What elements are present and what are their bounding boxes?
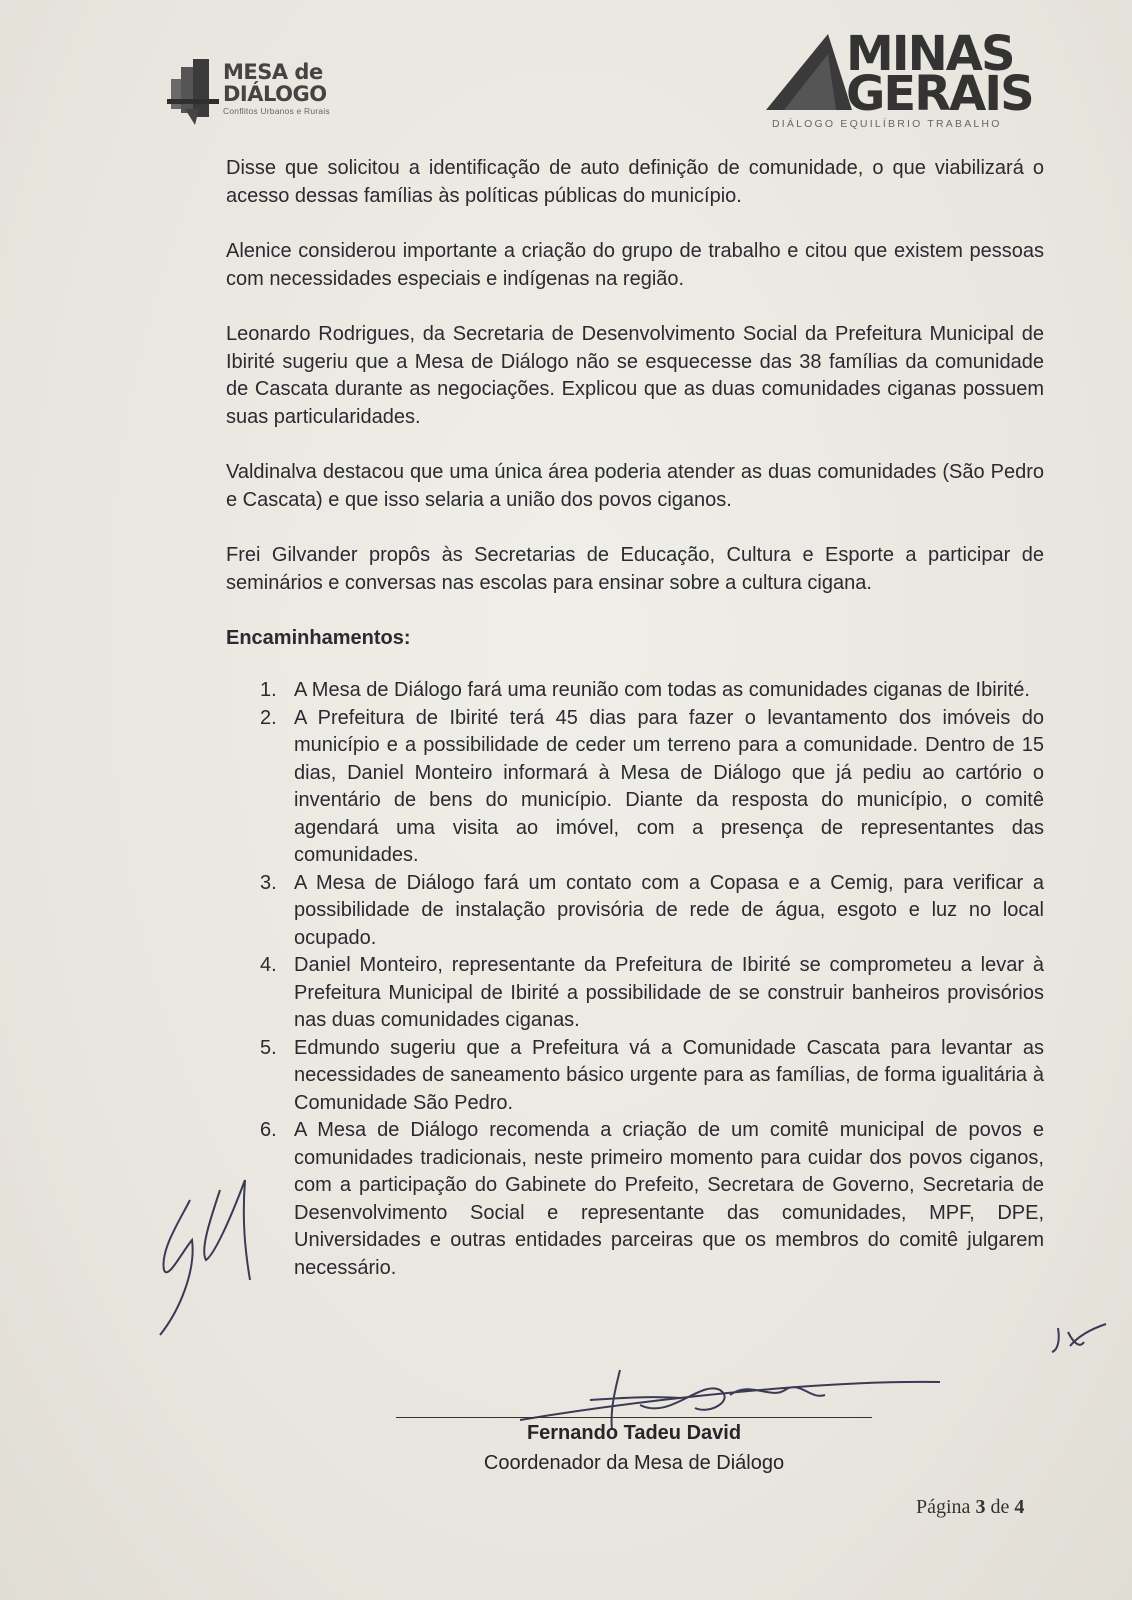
paragraph: Leonardo Rodrigues, da Secretaria de Desenvolvimento Social da Prefeitura Municipal de Ibirité sugeriu que a Mesa de Diálogo não se esquecesse das 38 famílias da comunidade de Cascata durante as negociações. Explicou que as duas comunidades ciganas possuem suas particularidades.	[226, 323, 1044, 428]
page-total: 4	[1014, 1496, 1025, 1518]
minas-gerais-logo	[760, 26, 1033, 138]
item-number: 4.	[260, 954, 277, 976]
item-text: A Mesa de Diálogo fará uma reunião com todas as comunidades ciganas de Ibirité.	[294, 679, 1030, 701]
document-body	[226, 155, 1044, 1282]
item-number: 2.	[260, 706, 277, 729]
item-number: 5.	[260, 1036, 277, 1059]
logo-tagline: DIÁLOGO EQUILÍBRIO TRABALHO	[772, 118, 1002, 130]
handwritten-initials-right	[1050, 1320, 1110, 1360]
paragraph: Alenice considerou importante a criação do grupo de trabalho e citou que existem pessoas com necessidades especiais e indígenas na região.	[226, 240, 1044, 290]
handwritten-initials-left	[150, 1160, 280, 1340]
signature-line	[396, 1417, 872, 1418]
logo-subtitle: Conflitos Urbanos e Rurais	[223, 106, 330, 116]
item-number: 6.	[260, 1119, 277, 1141]
page-of: de	[990, 1496, 1010, 1518]
list-item	[226, 870, 1044, 953]
page-current: 3	[975, 1496, 986, 1518]
list-item	[226, 1117, 1044, 1282]
page-number	[916, 1496, 1024, 1519]
item-number: 3.	[260, 871, 277, 894]
list-item	[226, 677, 1044, 705]
signatory-role: Coordenador da Mesa de Diálogo	[483, 1452, 785, 1474]
item-text: A Prefeitura de Ibirité terá 45 dias para fazer o levantamento dos imóveis do município e a possibilidade de ceder um terreno para a comunidade. Dentro de 15 dias, Daniel Monteiro informará à Mesa de Diálogo que já pediu ao cartório o inventário de bens do município. Diante da resposta do município, o comitê agendará uma visita ao imóvel, com a presença de representantes das comunidades.	[294, 706, 1044, 866]
logo-gerais-word: GERAIS	[846, 66, 1033, 122]
paragraph: Valdinalva destacou que uma única área poderia atender as duas comunidades (São Pedro e Cascata) e que isso selaria a união dos povos ciganos.	[226, 461, 1044, 511]
mountain-triangle-icon	[764, 32, 854, 112]
signatory-name: Fernando Tadeu David	[526, 1422, 742, 1444]
item-text: A Mesa de Diálogo fará um contato com a Copasa e a Cemig, para verificar a possibilidade de instalação provisória de rede de água, esgoto e luz no local ocupado.	[294, 871, 1044, 949]
logo-line-1: MESA de	[223, 60, 323, 84]
paragraph: Disse que solicitou a identificação de auto definição de comunidade, o que viabilizará o acesso dessas famílias às políticas públicas do município.	[226, 157, 1044, 207]
logo-minas-word: MINAS	[846, 26, 1014, 82]
logo-line-2: DIÁLOGO	[223, 82, 327, 106]
referrals-heading: Encaminhamentos:	[226, 627, 411, 649]
mesa-emblem-icon	[165, 55, 225, 130]
item-text: Daniel Monteiro, representante da Prefeitura de Ibirité se comprometeu a levar à Prefeitura Municipal de Ibirité a possibilidade de se construir banheiros provisórios nas duas comunidades ciganas.	[294, 954, 1044, 1031]
list-item	[226, 952, 1044, 1035]
list-item	[226, 705, 1044, 870]
item-text: Edmundo sugeriu que a Prefeitura vá a Comunidade Cascata para levantar as necessidades de saneamento básico urgente para as famílias, de forma igualitária à Comunidade São Pedro.	[294, 1036, 1044, 1114]
list-item	[226, 1035, 1044, 1118]
referrals-list	[226, 677, 1044, 1282]
paragraph: Frei Gilvander propôs às Secretarias de Educação, Cultura e Esporte a participar de seminários e conversas nas escolas para ensinar sobre a cultura cigana.	[226, 544, 1044, 594]
page-label: Página	[916, 1496, 971, 1518]
mesa-de-dialogo-logo	[165, 55, 365, 130]
item-text: A Mesa de Diálogo recomenda a criação de um comitê municipal de povos e comunidades tradicionais, neste primeiro momento para cuidar dos povos ciganos, com a participação do Gabinete do Prefeito, Secretara de Governo, Secretaria de Desenvolvimento Social e representante das comunidades, MPF, DPE, Universidades e outras entidades parceiras que os membros do comitê julgarem necessário.	[294, 1119, 1044, 1279]
item-number: 1.	[260, 679, 277, 701]
